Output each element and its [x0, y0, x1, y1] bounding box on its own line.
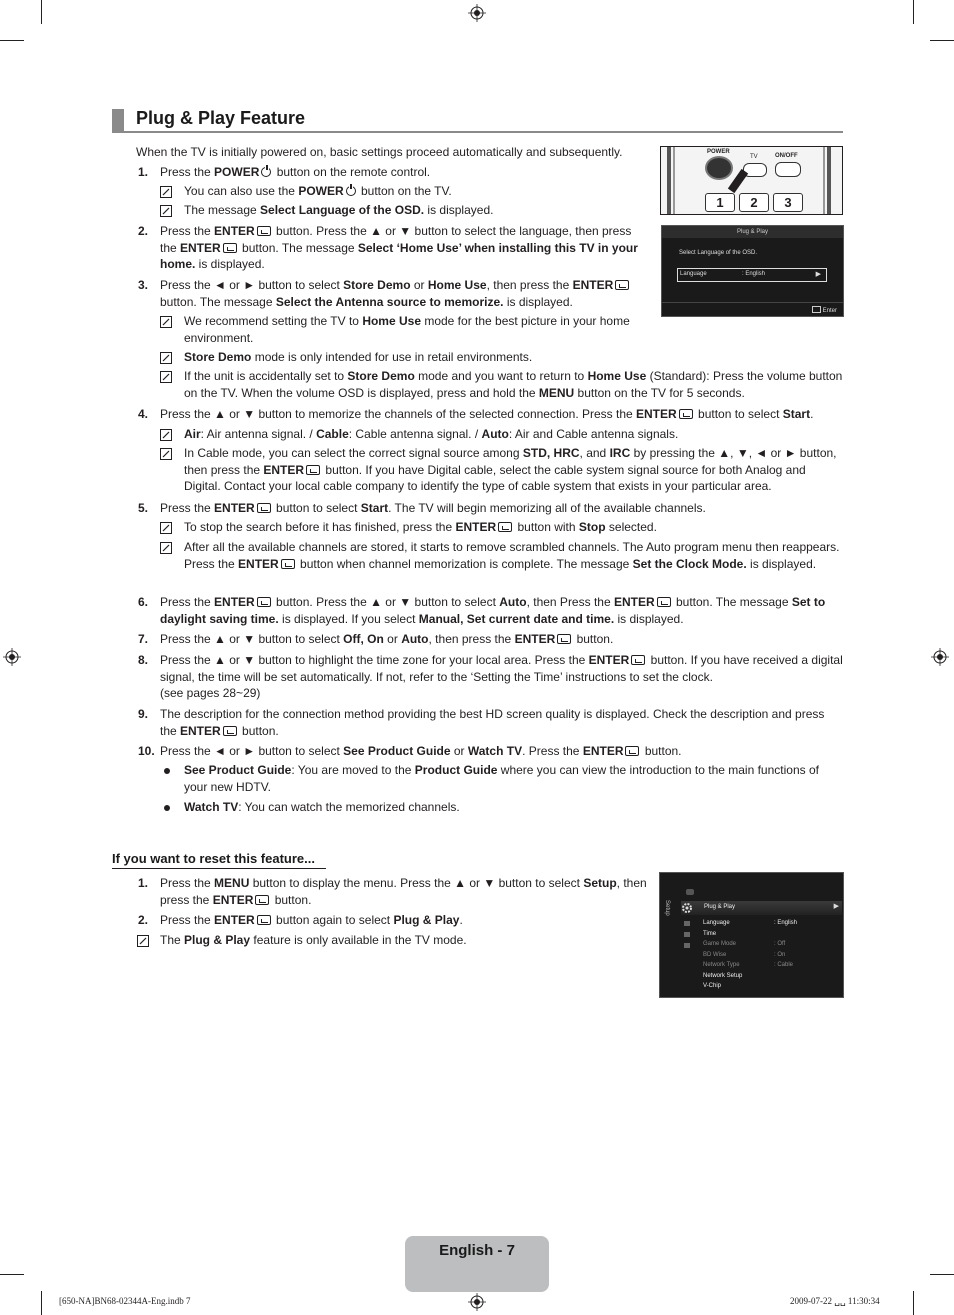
power-key-icon [705, 156, 733, 180]
enter-icon [223, 726, 237, 736]
note-icon [160, 542, 172, 554]
step-7-text: Press the ▲ or ▼ button to select Off, On or Auto, then press the ENTER button. [160, 632, 614, 646]
osd-row-label: Language [703, 920, 730, 926]
enter-icon [557, 634, 571, 644]
imprint-left: [650-NA]BN68-02344A-Eng.indb 7 [59, 1296, 191, 1306]
note-text: You can also use the POWER button on the TV. [184, 184, 452, 198]
title-accent-bar [112, 109, 124, 133]
note-text: If the unit is accidentally set to Store Demo mode and you want to return to Home Use (Standard): Press the volume button on the TV. When the volume OSD is displayed, press and hold the MENU button on the TV for 5 seconds. [184, 369, 843, 400]
osd-row-label: V-Chip [703, 983, 722, 989]
application-menu-icon [684, 932, 690, 937]
enter-icon [281, 559, 295, 569]
enter-icon [257, 226, 271, 236]
enter-icon [255, 895, 269, 905]
number-key-3: 3 [773, 193, 803, 212]
step-8-text: Press the ▲ or ▼ button to highlight the time zone for your local area. Press the ENTER button. If you have received a digital signal, the time will be set automatically. If not, refer to the ‘Setting the Time’ instructions to set the clock. (see pages 28~29) [160, 653, 843, 701]
osd-row-value: : On [774, 951, 786, 958]
reset-heading-underline [112, 868, 326, 869]
enter-icon [615, 280, 629, 290]
osd-row-value: : English [774, 920, 798, 926]
osd-enter-hint [812, 306, 837, 314]
enter-icon [257, 597, 271, 607]
osd-row-label: Network Type [703, 962, 740, 968]
number-key-2: 2 [739, 193, 769, 212]
step-number: 9. [138, 707, 149, 721]
page-number: English - 7 [439, 1242, 515, 1259]
note-icon [137, 935, 149, 947]
step-5-text: Press the ENTER button to select Start. The TV will begin memorizing all of the available channels. [160, 501, 706, 515]
intro-text: When the TV is initially powered on, basic settings proceed automatically and subsequently. [136, 145, 623, 159]
step-number: 8. [138, 653, 149, 667]
enter-icon [306, 465, 320, 475]
step-3-text: Press the ◄ or ► button to select Store Demo or Home Use, then press the ENTER button. The message Select the Antenna source to memorize. is displayed. [160, 277, 646, 310]
step-number: 10. [138, 744, 155, 758]
onoff-key-icon [775, 162, 801, 177]
enter-icon [657, 597, 671, 607]
bullet-icon [164, 805, 170, 811]
step-4-text: Press the ▲ or ▼ button to memorize the channels of the selected connection. Press the ENTER button to select Start. [160, 407, 814, 421]
step-6-text: Press the ENTER button. Press the ▲ or ▼ button to select Auto, then Press the ENTER button. The message Set to daylight saving time. is displayed. If you select Manual, Set current date and time. is displayed. [160, 595, 826, 626]
crop-mark [930, 40, 954, 41]
tv-key-label: TV [750, 154, 758, 160]
onoff-key-label: ON/OFF [775, 153, 798, 159]
note-icon [160, 522, 172, 534]
note-icon [160, 205, 172, 217]
osd-field-label: Language [680, 271, 707, 277]
step-number: 6. [138, 595, 149, 609]
enter-icon [625, 746, 639, 756]
crop-mark [0, 40, 24, 41]
imprint-right: 2009-07-22 ␣␣ 11:30:34 [790, 1296, 880, 1306]
note-icon [160, 429, 172, 441]
reset-step-1-text: Press the MENU button to display the menu. Press the ▲ or ▼ button to select Setup, then press the ENTER button. [160, 876, 647, 907]
crop-mark [41, 1291, 42, 1315]
note-text: In Cable mode, you can select the correct signal source among STD, HRC, and IRC by pressing the ▲, ▼, ◄ or ► button, then press the ENTER button. If you have Digital cable, select the cable system signal source for both Analog and Digital. Contact your local cable company to identify the type of cable system that exists in your particular area. [184, 446, 837, 494]
osd-row-label: BD Wise [703, 951, 727, 958]
note-icon [160, 316, 172, 328]
step-1-text: Press the POWER button on the remote control. [160, 165, 431, 179]
support-menu-icon [684, 943, 690, 948]
note-text: The message Select Language of the OSD. is displayed. [184, 203, 494, 217]
note-icon [160, 371, 172, 383]
crop-mark [930, 1274, 954, 1275]
enter-icon [812, 306, 821, 313]
bullet-text: Watch TV: You can watch the memorized channels. [184, 800, 460, 814]
osd-title: Plug & Play [662, 226, 843, 238]
note-icon [160, 186, 172, 198]
enter-icon [223, 243, 237, 253]
bullet-icon [164, 768, 170, 774]
remote-illustration [660, 146, 843, 215]
enter-icon [631, 655, 645, 665]
note-icon [160, 448, 172, 460]
note-text: To stop the search before it has finished, press the ENTER button with Stop selected. [184, 520, 657, 534]
registration-mark-icon [468, 1293, 486, 1311]
registration-mark-icon [3, 648, 21, 666]
arrow-right-icon: ▶ [833, 903, 839, 910]
step-number: 7. [138, 632, 149, 646]
step-2-text: Press the ENTER button. Press the ▲ or ▼ button to select the language, then press the ENTER button. The message Select ‘Home Use’ when installing this TV in your home. is displayed. [160, 224, 638, 272]
note-icon [160, 352, 172, 364]
osd-menu-header: Plug & Play [704, 904, 736, 910]
step-number: 1. [138, 165, 149, 179]
power-icon [346, 186, 356, 196]
osd-field-value: : English [742, 271, 766, 277]
step-number: 2. [138, 913, 149, 927]
osd-language-screen [661, 225, 844, 317]
step-9-text: The description for the connection method providing the best HD screen quality is displayed. Check the description and press the ENTER button. [160, 707, 825, 738]
registration-mark-icon [931, 648, 949, 666]
power-icon [261, 167, 271, 177]
step-number: 4. [138, 407, 149, 421]
step-number: 5. [138, 501, 149, 515]
note-text: Air: Air antenna signal. / Cable: Cable antenna signal. / Auto: Air and Cable antenna signals. [184, 427, 679, 441]
registration-mark-icon [468, 4, 486, 22]
title-divider [112, 131, 843, 133]
osd-enter-label: Enter [822, 308, 837, 314]
crop-mark [41, 0, 42, 24]
osd-row-label: Game Mode [703, 941, 737, 947]
reset-step-2-text: Press the ENTER button again to select Plug & Play. [160, 913, 463, 927]
enter-icon [257, 503, 271, 513]
enter-icon [679, 409, 693, 419]
arrow-right-icon: ▶ [815, 271, 821, 278]
note-text: Store Demo mode is only intended for use in retail environments. [184, 350, 533, 364]
osd-row-value: : Cable [774, 962, 794, 968]
note-text: We recommend setting the TV to Home Use mode for the best picture in your home environment. [184, 314, 630, 345]
picture-menu-icon [686, 889, 694, 895]
crop-mark [913, 1291, 914, 1315]
osd-side-label: Setup [664, 900, 670, 916]
osd-row-label: Time [703, 930, 717, 937]
enter-icon [257, 915, 271, 925]
page-title: Plug & Play Feature [136, 108, 306, 128]
number-key-1: 1 [705, 193, 735, 212]
osd-row-label: Network Setup [703, 972, 743, 979]
bullet-text: See Product Guide: You are moved to the Product Guide where you can view the introduction to the main functions of your new HDTV. [184, 763, 819, 794]
reset-heading: If you want to reset this feature... [112, 851, 315, 866]
osd-language-field [677, 268, 827, 282]
osd-message: Select Language of the OSD. [679, 250, 758, 256]
step-number: 2. [138, 224, 149, 238]
enter-icon [498, 522, 512, 532]
crop-mark [0, 1274, 24, 1275]
osd-row-value: : Off [774, 941, 786, 947]
note-text: After all the available channels are stored, it starts to remove scrambled channels. The Auto program menu then reappears. Press the ENTER button when channel memorization is complete. The message Set the Clock Mode. is displayed. [184, 540, 840, 571]
gear-icon [681, 902, 693, 914]
power-key-label: POWER [707, 149, 730, 155]
step-10-text: Press the ◄ or ► button to select See Product Guide or Watch TV. Press the ENTER button. [160, 744, 682, 758]
crop-mark [913, 0, 914, 24]
step-number: 3. [138, 278, 149, 292]
input-menu-icon [684, 921, 690, 926]
step-number: 1. [138, 876, 149, 890]
osd-setup-menu [659, 872, 844, 998]
note-text: The Plug & Play feature is only available in the TV mode. [160, 933, 467, 947]
